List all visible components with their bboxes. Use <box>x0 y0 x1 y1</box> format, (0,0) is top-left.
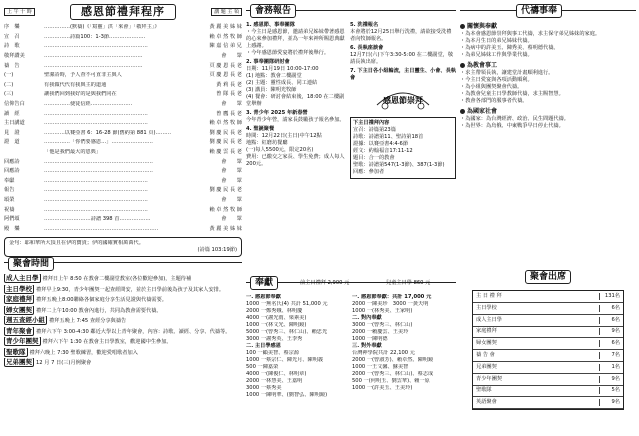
order-item-detail: 讓我們回到我好的是與我們同在 <box>44 91 117 98</box>
thanksgiving-banner-icon <box>373 85 433 111</box>
offering-line: 3000 一蔡秀美 <box>246 385 282 392</box>
attendance-row <box>473 386 623 398</box>
order-item-label: 讀 經 <box>4 110 20 117</box>
ministry-title: 聚會時間 <box>8 257 54 271</box>
attendance-name: 聖歌隊 <box>476 387 492 394</box>
order-item-label: 宣 召 <box>4 33 20 40</box>
prayer-line: ・今主日愛宴與各項活動順利。 <box>460 77 533 84</box>
order-item-label: 主日講道 <box>4 120 25 127</box>
order-item-label: 祝禱 <box>4 206 15 213</box>
offering-line: 1000 一王文馨、蘇美智 <box>352 364 409 371</box>
order-item-leader: 曾 隊 長 老 <box>216 91 242 98</box>
offering-line: 3000 一謝秀英、王李秀 <box>246 336 303 343</box>
announcement-line: 費用：已繳交之家長、學生免費；成人每人200元。 <box>246 154 345 168</box>
ministry-text: 12 月 7 日(三)月例聚會 <box>36 360 92 367</box>
order-row <box>4 61 242 71</box>
ministry-item <box>4 274 242 283</box>
offering-line: 1000 一無名氏(4) 共計 51,000 元 <box>246 301 328 308</box>
offering-title: 奉獻 <box>250 276 278 290</box>
order-row <box>4 81 242 91</box>
offering-subheading: 三. 對外奉獻 <box>352 343 382 350</box>
order-item-leader: 賴 卓 然 牧 師 <box>209 206 242 213</box>
offering-line: 500 一陳嘉榮 <box>246 364 279 371</box>
order-item-detail: ……………詩篇100：1-3節………………… <box>44 33 146 40</box>
order-item-label: 信仰告白 <box>4 101 25 108</box>
order-row <box>4 138 242 148</box>
ministry-text: 禮拜五晚上 7:45 查經分享與禱告 <box>49 318 127 325</box>
ministry-item <box>4 358 242 367</box>
ministry-text: 禮拜六下午 3:00-4:30 鄰近大學以上青年聚會，內容：詩歌、讀經、分享、代禱等。 <box>36 328 231 335</box>
announcement-heading: 3. 青少年 2025 年新春營 <box>246 110 308 117</box>
ministry-tag: 兄弟團契 <box>6 358 32 367</box>
attendance-section <box>460 270 636 434</box>
order-item-leader: 曾 鷹 長 老 <box>216 110 242 117</box>
order-item-leader: 黃 麗 美 姊 妹 <box>209 24 242 31</box>
announcement-line: 時間：12月22日(主日)中午12點 <box>246 133 322 140</box>
memory-verse: 金句：耶和華所大頂且在伊的寶貴；伊的國確實相萬萬代。 <box>9 240 144 247</box>
attendance-row <box>473 327 623 339</box>
order-item-label: (二) <box>4 81 14 88</box>
order-item-detail: ………………………詩譜 398 首……………… <box>44 216 151 223</box>
attendance-row <box>473 303 623 315</box>
ministry-tag: 青少年團契 <box>6 337 39 346</box>
offering-right-title: 一. 感恩節奉獻：共計 17,000 元 <box>352 294 432 300</box>
attendance-row <box>473 374 623 386</box>
ministry-text: 禮拜六下午 1:30 在教會主日學教室，歡迎國中生參加。 <box>42 339 172 346</box>
attendance-count: 9名 <box>599 328 623 335</box>
ministry-text: 禮拜二上午10:00 教會內進行，共同為教會需要代禱。 <box>36 307 162 314</box>
offering-line: 1000 一陳明德 <box>352 336 388 343</box>
order-item-detail: …………………………………………………… <box>44 196 148 203</box>
order-item-label: 殿 樂 <box>4 225 20 232</box>
attendance-count: 9名 <box>599 376 623 383</box>
order-item-label: 頌榮 <box>4 196 15 203</box>
ministry-section <box>4 259 242 434</box>
attendance-row <box>473 338 623 350</box>
order-item-label: 報告 <box>4 187 15 194</box>
ministry-tag: 成人主日學 <box>6 274 39 282</box>
ministry-list <box>4 274 242 367</box>
ministry-text: 禮拜早上9:30，青少年團契一起查經問安，並於主日學前後為孩子及其家人安排。 <box>36 286 225 293</box>
prayer-line: ・為弟兄姊妹工作與學業代禱。 <box>460 52 533 59</box>
ministry-item <box>4 327 242 336</box>
order-item-label: 回應詩 <box>4 158 20 165</box>
memory-verse-ref: (詩篇 103:19節) <box>197 247 237 254</box>
prayer-line: ・為世界：為烏俄、中東戰爭早日停止代禱。 <box>460 123 564 130</box>
next-week-row: 宣召：詩篇第23篇 <box>353 127 396 134</box>
order-row <box>4 224 242 234</box>
announcement-heading: 4. 聖誕聚餐 <box>246 126 275 133</box>
order-rows <box>4 23 242 234</box>
offering-line: 3000 一(曾秀三、林仁山) <box>352 322 413 329</box>
prayer-line: ・為病中的許美玉、陳秀美、蔡明德代禱。 <box>460 45 559 52</box>
order-leader-badge: 講 題 主 領 <box>211 8 242 17</box>
announcement-heading: 6. 長執座談會 <box>350 45 384 52</box>
order-item-label: (一) <box>4 72 14 79</box>
attendance-count: 9名 <box>599 399 623 406</box>
announcement-heading: 5. 洗禮報名 <box>350 22 379 28</box>
ministry-item <box>4 306 242 315</box>
ministry-item <box>4 285 242 294</box>
prayer-line: ・求主帶領長執，讓建堂計畫順利進行。 <box>460 70 554 77</box>
order-item-leader: 頁 慶 恩 長 老 <box>209 62 242 69</box>
bullet-icon <box>460 63 465 68</box>
attendance-row <box>473 362 623 374</box>
order-item-label: 禱 告 <box>4 62 20 69</box>
attendance-name: 主日學校 <box>476 304 497 311</box>
attendance-title: 聚會出席 <box>525 270 571 284</box>
order-row <box>4 71 242 81</box>
order-item-leader: 黃 莉 長 老 <box>216 81 242 88</box>
offering-left-title: 一. 感恩節奉獻 <box>246 294 281 300</box>
order-item-label: 見 證 <box>4 129 20 136</box>
attendance-count: 6名 <box>599 317 623 324</box>
offering-subheading: 二. 對內奉獻 <box>352 315 382 322</box>
next-week-row: 證據：以賽亞書4:4-6節 <box>353 141 409 148</box>
offering-line: 2000 一(曾秀三、林仁山)、蔡志成 <box>352 371 434 378</box>
attendance-name: 成人主日學 <box>476 316 502 323</box>
order-row <box>4 215 242 225</box>
order-row <box>4 42 242 52</box>
offering-line: 2000 一(曾淑芳)、賴卓然、陳明鏡 <box>352 357 434 364</box>
prayer-line: ・為教會兒童主日學教師代禱，求主賜智慧。 <box>460 91 564 98</box>
order-item-detail: ……………………………………………………… <box>44 158 153 165</box>
order-row <box>4 186 242 196</box>
ministry-tag: 青年聚會 <box>6 326 32 335</box>
order-item-detail: ……………(默禱)《「寫靈」洪「來會」「敬拜主」》 <box>44 24 160 31</box>
announcements-title: 會務報告 <box>250 4 296 18</box>
order-item-leader: 黃 麗 美 姊 妹 <box>209 225 242 232</box>
attendance-name: 兄弟團契 <box>476 363 497 370</box>
attendance-count: 131名 <box>599 293 623 300</box>
order-item-label: 敬拜讚美 <box>4 53 25 60</box>
prayer-heading-text: 為國家社會 <box>467 108 498 116</box>
order-title: 感恩節禮拜程序 <box>70 4 176 20</box>
order-item-detail: …………………………………………………… <box>44 206 148 213</box>
order-row <box>4 23 242 33</box>
attendance-row <box>473 350 623 362</box>
attendance-name: 青少年團契 <box>476 375 502 382</box>
offering-total: 前主日禮拜 2,900 元 <box>300 280 350 286</box>
next-week-row: 詩歌：詩譜第11、聖詩第18首 <box>353 134 424 141</box>
announcement-line: (3) 講員：陳明光牧師 <box>246 87 297 94</box>
order-item-detail: ……………「你們要感恩…」…………………… <box>44 139 153 146</box>
prayer-heading <box>460 23 636 31</box>
offering-line: 台灣神學院共計 22,100 元 <box>352 350 415 357</box>
prayer-line: ・為本會感恩節崇拜與事工代禱，求主保守弟兄姊妹的家庭。 <box>460 31 601 38</box>
order-item-leader: 劉 慶 民 長 老 <box>209 139 242 146</box>
order-row <box>4 100 242 110</box>
ministry-tag: 家庭禮拜 <box>6 295 32 304</box>
next-week-row: 回應：參加者 <box>353 169 385 176</box>
ministry-tag: 主日學校 <box>6 284 32 293</box>
order-row <box>4 90 242 100</box>
order-item-detail: ……………………………………………………… <box>44 168 153 175</box>
offering-line: 5000 一(曾秀三、林仁山)、賴忠光 <box>246 329 328 336</box>
offering-line: 1000 一(許美玉、王美玲) <box>352 385 413 392</box>
offering-line: 500 一(何明玉、劉雲華)、賴一原 <box>352 378 430 385</box>
offering-line: 1000 一蔡宗仁、陳光月、陳明義 <box>246 357 324 364</box>
offering-line: 4000 一(陳俊仁、林明章) <box>246 371 307 378</box>
announcement-line: ・今主日是感恩節，邀請弟兄姊妹帶著感恩的心來參加禮拜，並為一年來神所賜恩典獻上感謝。 <box>246 29 345 50</box>
announcement-line: ・今年感恩節愛宴將於禮拜後舉行。 <box>246 50 330 57</box>
thanksgiving-logo-text: 感恩節崇拜 <box>383 96 423 106</box>
order-item-detail: …………以賽亞書 6：16-28 節(舊約第 881 頁)……… <box>44 129 172 136</box>
order-row <box>4 33 242 43</box>
ministry-text: 禮拜日上午 8:50 在教會二樓副堂教室(各位歡迎參加)，主題待補 <box>42 276 192 282</box>
offering-line: 2000 一林慧美、王嘉明 <box>246 378 303 385</box>
prayer-heading-text: 關懷與奉獻 <box>467 23 498 30</box>
order-row <box>4 148 242 158</box>
order-item-leader: 劉 慶 民 長 老 <box>209 187 242 194</box>
next-week-heading: 下主日禮拜內容 <box>353 120 390 127</box>
order-item-leader: 會 眾 <box>221 53 242 60</box>
ministry-tag: 婦女團契 <box>6 305 32 314</box>
order-item-detail: …………………………………………………… <box>44 120 148 127</box>
offering-line: 1000 一陳明華、(劉智弘、陳明鏡) <box>246 392 328 399</box>
announcements-section <box>246 4 456 274</box>
order-item-leader: 賴 卓 然 牧 師 <box>209 120 242 127</box>
announcements-col-left <box>246 20 350 179</box>
order-time-badge: 上 午 十 時 <box>4 8 35 17</box>
announcement-line: 12月7日(六)下午3:30-5:00 在二樓副堂，敬請長執出席。 <box>350 52 454 66</box>
ministry-item <box>4 316 242 325</box>
offering-line: 2000 一賴慶雲、王美玲 <box>352 329 409 336</box>
order-item-leader: 陳 嘉 信 弟 兄 <box>209 43 242 50</box>
order-of-service <box>4 4 242 260</box>
order-item-detail: 「他是我們最大的恩典」 <box>44 149 102 155</box>
order-item-leader: 會 眾 <box>221 196 242 203</box>
announcement-line: (2) 主題：靈性成長、同工連結 <box>246 80 318 87</box>
attendance-row <box>473 397 623 409</box>
order-item-leader: 會 眾 <box>221 177 242 184</box>
attendance-count: 6名 <box>599 340 623 347</box>
offering-line: 2000 一陳美珍 3000 一黃天明 <box>352 301 429 308</box>
order-item-label: 詩 歌 <box>4 43 20 50</box>
prayer-heading-text: 為教會事工 <box>467 62 498 70</box>
thanksgiving-logo <box>350 85 456 114</box>
bullet-icon <box>460 24 465 29</box>
offering-section <box>246 278 456 434</box>
order-item-detail: ……………使徒信經…………………… <box>44 101 133 108</box>
order-item-detail: 聖潔詩時，予人查不可直非主與人 <box>44 72 122 79</box>
order-item-label: 回應詩 <box>4 168 20 175</box>
order-item-label: 阿們頌 <box>4 216 20 223</box>
attendance-name: 婦女團契 <box>476 340 497 347</box>
next-week-row: 經文：約翰福音17:11-12 <box>353 148 413 155</box>
order-item-label: (三) <box>4 91 14 98</box>
order-row <box>4 52 242 62</box>
prayer-section <box>460 4 636 266</box>
next-week-box <box>350 117 456 179</box>
next-week-row: 聖歌：詩譜第547(1-3節)、387(1-3節) <box>353 162 445 169</box>
memory-verse-box <box>4 237 242 257</box>
offering-line: 2000 一鄭秀娥、林明慶 <box>246 308 303 315</box>
announcement-line: 今年青少年營，請家長鼓勵孩子報名參加。 <box>246 117 345 124</box>
ministry-item <box>4 295 242 304</box>
attendance-count: 6名 <box>599 305 623 312</box>
offering-subheading: 二. 主日學感恩 <box>246 343 281 350</box>
announcements-col-right <box>350 20 456 179</box>
order-item-label: 證 道 <box>4 139 20 146</box>
prayer-line: ・為本月生日的弟兄姊妹代禱。 <box>460 38 533 45</box>
order-item-label: 奉獻 <box>4 177 15 184</box>
order-row <box>4 205 242 215</box>
attendance-count: 1名 <box>599 364 623 371</box>
attendance-count: 5名 <box>599 387 623 394</box>
order-item-leader: 賴 慶 雲 長 老 <box>209 149 242 155</box>
order-row <box>4 109 242 119</box>
announcement-line: (4) 餐會：研討會結束後，18:00 在二樓副堂舉辦 <box>246 94 345 108</box>
prayer-line: ・為國家：為台灣經濟、政治、民生問題代禱。 <box>460 116 569 123</box>
ministry-tag: 聖歌隊 <box>6 347 26 356</box>
ministry-tag: 週五查經小組 <box>6 316 45 325</box>
order-item-leader: 頁 慶 恩 長 老 <box>209 72 242 79</box>
ministry-text: 禮拜六晚上 7:30 聖歌練習，歡迎愛唱歌者加入 <box>29 349 138 356</box>
order-row <box>4 196 242 206</box>
offering-col-right <box>350 294 456 399</box>
order-item-leader: 會 眾 <box>221 158 242 165</box>
order-item-leader: 賴 卓 然 牧 師 <box>209 33 242 40</box>
announcement-line: 本會將於12月25日舉行洗禮，請欲接受洗禮者向牧師報名。 <box>350 29 452 43</box>
announcement-heading: 2. 事奉團隊研討會 <box>246 59 290 66</box>
order-header <box>4 4 242 20</box>
attendance-table <box>472 290 624 410</box>
prayer-line: ・教會各部門的服事者代禱。 <box>460 98 528 105</box>
attendance-row <box>473 315 623 327</box>
order-item-detail: …………………………………………………… <box>44 177 148 184</box>
offering-line: 100 一顧美智、蔡宗源 <box>246 350 300 357</box>
prayer-list <box>460 23 636 130</box>
order-row <box>4 119 242 129</box>
order-item-leader: 會 眾 <box>221 168 242 175</box>
announcement-line: (一)每人5500元，限定20名) <box>246 147 314 154</box>
order-item-detail: …………………………………………………… <box>44 187 148 194</box>
order-item-detail: 有我做代代有我與主的道通 <box>44 81 107 88</box>
attendance-name: 禱 告 會 <box>476 352 495 359</box>
order-row <box>4 129 242 139</box>
bullet-icon <box>460 109 465 114</box>
order-item-detail: ………………………………………………… <box>44 62 143 69</box>
announcement-line: (1) 地點：教會二樓副堂 <box>246 73 302 80</box>
order-item-detail: ………………………………………………… <box>44 53 143 60</box>
next-week-row: 題目：合一的教會 <box>353 155 395 162</box>
order-item-leader: 會 眾 <box>221 216 242 223</box>
order-item-detail: …………………………………………………… <box>44 43 148 50</box>
ministry-text: 禮拜五晚上8:00聯絡各個家庭分享生活見證與代禱需要。 <box>36 297 167 304</box>
announcement-heading: 7. 下主日各小組輪流，主日靈生、小會、長執會 <box>350 68 456 82</box>
attendance-row <box>473 291 623 303</box>
announcement-line: 地點：紅磨坊餐廳 <box>246 140 288 147</box>
offering-line: 1000 一(林文光、陳明鏡) <box>246 322 307 329</box>
order-item-leader: 會 眾 <box>221 101 242 108</box>
ministry-item <box>4 348 242 357</box>
offering-line: 4000 一(謝光雨、梁素美) <box>246 315 307 322</box>
prayer-title: 代禱事奉 <box>516 4 562 18</box>
offering-col-left <box>246 294 350 399</box>
offering-sunday-school: 兒童主日學 860 元 <box>386 280 431 286</box>
order-item-label: 序 樂 <box>4 24 20 31</box>
attendance-name: 家庭禮拜 <box>476 328 497 335</box>
order-item-leader: 劉 慶 民 長 老 <box>209 129 242 136</box>
announcement-heading: 1. 感恩節、事奉團隊 <box>246 22 295 28</box>
order-row <box>4 167 242 177</box>
attendance-name: 主 日 禮 拜 <box>476 293 502 300</box>
ministry-item <box>4 337 242 346</box>
attendance-name: 英語聚會 <box>476 399 497 406</box>
order-row <box>4 177 242 187</box>
order-item-detail: ………………………………………………………… <box>44 225 159 232</box>
order-row <box>4 157 242 167</box>
offering-line: 1000 一(林秀美、王家明) <box>352 308 413 315</box>
announcement-line: 日期：11月19日 10:00-17:00 <box>246 66 319 73</box>
order-item-detail: …………………………………………………… <box>44 110 148 117</box>
prayer-line: ・為小組與團契聚會代禱。 <box>460 84 523 91</box>
attendance-count: 7名 <box>599 352 623 359</box>
